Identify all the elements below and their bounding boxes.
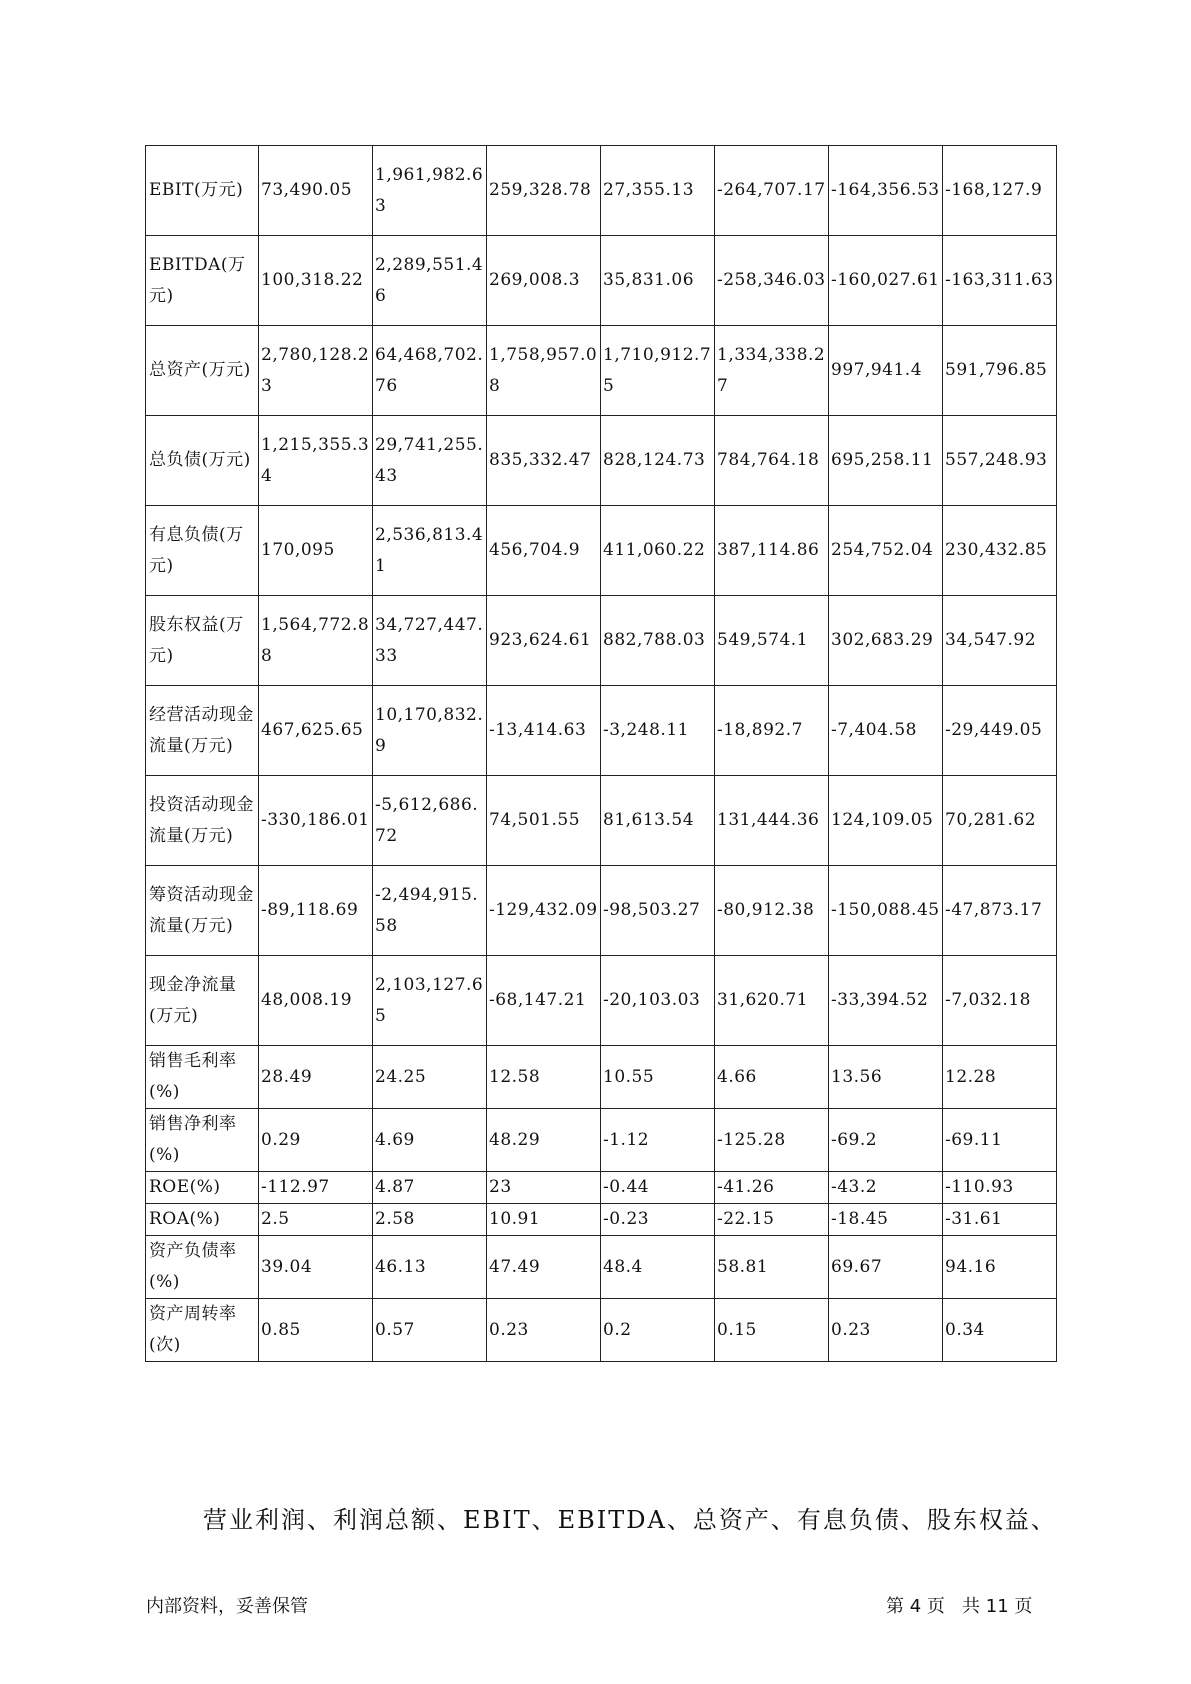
- table-cell: -89,118.69: [259, 866, 373, 956]
- row-label: 经营活动现金流量(万元): [146, 686, 259, 776]
- table-cell: 2,103,127.65: [373, 956, 487, 1046]
- table-cell: -69.11: [943, 1109, 1057, 1172]
- table-cell: 0.85: [259, 1299, 373, 1362]
- table-row: [146, 1046, 1057, 1109]
- table-body: [146, 146, 1057, 1362]
- table-cell: 47.49: [487, 1236, 601, 1299]
- table-cell: -31.61: [943, 1204, 1057, 1236]
- table-row: [146, 146, 1057, 236]
- table-cell: 828,124.73: [601, 416, 715, 506]
- table-cell: 100,318.22: [259, 236, 373, 326]
- table-cell: 35,831.06: [601, 236, 715, 326]
- footer-page-number: 第 4 页 共 11 页: [886, 1596, 1033, 1617]
- table-cell: 48.29: [487, 1109, 601, 1172]
- table-cell: -163,311.63: [943, 236, 1057, 326]
- table-row: [146, 1172, 1057, 1204]
- table-cell: 387,114.86: [715, 506, 829, 596]
- table-cell: -69.2: [829, 1109, 943, 1172]
- row-label: 现金净流量(万元): [146, 956, 259, 1046]
- row-label: EBIT(万元): [146, 146, 259, 236]
- table-cell: 467,625.65: [259, 686, 373, 776]
- table-cell: 4.87: [373, 1172, 487, 1204]
- table-row: [146, 326, 1057, 416]
- table-cell: 0.15: [715, 1299, 829, 1362]
- table-cell: 34,727,447.33: [373, 596, 487, 686]
- table-cell: 73,490.05: [259, 146, 373, 236]
- table-cell: 1,215,355.34: [259, 416, 373, 506]
- table-cell: -110.93: [943, 1172, 1057, 1204]
- table-cell: 1,710,912.75: [601, 326, 715, 416]
- table-cell: 2,780,128.23: [259, 326, 373, 416]
- table-cell: -129,432.09: [487, 866, 601, 956]
- row-label: ROA(%): [146, 1204, 259, 1236]
- table-cell: 269,008.3: [487, 236, 601, 326]
- table-cell: -150,088.45: [829, 866, 943, 956]
- table-cell: 784,764.18: [715, 416, 829, 506]
- table-cell: -330,186.01: [259, 776, 373, 866]
- table-cell: 27,355.13: [601, 146, 715, 236]
- table-cell: 28.49: [259, 1046, 373, 1109]
- table-cell: 48.4: [601, 1236, 715, 1299]
- table-cell: 0.23: [487, 1299, 601, 1362]
- table-cell: 2,536,813.41: [373, 506, 487, 596]
- table-cell: 0.23: [829, 1299, 943, 1362]
- row-label: 投资活动现金流量(万元): [146, 776, 259, 866]
- table-cell: -68,147.21: [487, 956, 601, 1046]
- table-cell: 29,741,255.43: [373, 416, 487, 506]
- table-cell: 302,683.29: [829, 596, 943, 686]
- table-cell: 997,941.4: [829, 326, 943, 416]
- table-cell: 10,170,832.9: [373, 686, 487, 776]
- table-cell: -22.15: [715, 1204, 829, 1236]
- table-row: [146, 1204, 1057, 1236]
- table-cell: -258,346.03: [715, 236, 829, 326]
- table-cell: -160,027.61: [829, 236, 943, 326]
- table-cell: 0.34: [943, 1299, 1057, 1362]
- table-cell: -20,103.03: [601, 956, 715, 1046]
- table-cell: -7,032.18: [943, 956, 1057, 1046]
- table-cell: 2,289,551.46: [373, 236, 487, 326]
- row-label: ROE(%): [146, 1172, 259, 1204]
- table-cell: 882,788.03: [601, 596, 715, 686]
- table-cell: -264,707.17: [715, 146, 829, 236]
- table-cell: 23: [487, 1172, 601, 1204]
- table-row: [146, 506, 1057, 596]
- table-cell: -5,612,686.72: [373, 776, 487, 866]
- table-cell: -33,394.52: [829, 956, 943, 1046]
- table-cell: -0.23: [601, 1204, 715, 1236]
- table-row: [146, 596, 1057, 686]
- table-cell: 835,332.47: [487, 416, 601, 506]
- table-cell: 0.2: [601, 1299, 715, 1362]
- footer-confidential-note: 内部资料，妥善保管: [146, 1596, 308, 1617]
- table-cell: 70,281.62: [943, 776, 1057, 866]
- table-cell: 81,613.54: [601, 776, 715, 866]
- table-cell: 591,796.85: [943, 326, 1057, 416]
- table-cell: 1,334,338.27: [715, 326, 829, 416]
- body-paragraph: 营业利润、利润总额、EBIT、EBITDA、总资产、有息负债、股东权益、: [203, 1506, 1057, 1534]
- table-row: [146, 776, 1057, 866]
- table-cell: -98,503.27: [601, 866, 715, 956]
- table-row: [146, 866, 1057, 956]
- table-cell: 4.66: [715, 1046, 829, 1109]
- table-cell: -80,912.38: [715, 866, 829, 956]
- table-cell: 34,547.92: [943, 596, 1057, 686]
- table-row: [146, 1109, 1057, 1172]
- row-label: 销售毛利率(%): [146, 1046, 259, 1109]
- table-cell: 46.13: [373, 1236, 487, 1299]
- table-cell: -43.2: [829, 1172, 943, 1204]
- table-cell: 1,961,982.63: [373, 146, 487, 236]
- row-label: 资产负债率(%): [146, 1236, 259, 1299]
- table-cell: -125.28: [715, 1109, 829, 1172]
- table-cell: 124,109.05: [829, 776, 943, 866]
- table-cell: 12.58: [487, 1046, 601, 1109]
- table-cell: 230,432.85: [943, 506, 1057, 596]
- table-cell: -13,414.63: [487, 686, 601, 776]
- table-cell: 39.04: [259, 1236, 373, 1299]
- table-cell: 0.29: [259, 1109, 373, 1172]
- table-cell: 923,624.61: [487, 596, 601, 686]
- financial-data-table: [145, 145, 1057, 1362]
- table-cell: 2.5: [259, 1204, 373, 1236]
- table-cell: 170,095: [259, 506, 373, 596]
- row-label: 总负债(万元): [146, 416, 259, 506]
- row-label: 筹资活动现金流量(万元): [146, 866, 259, 956]
- table-cell: 1,564,772.88: [259, 596, 373, 686]
- table-cell: 13.56: [829, 1046, 943, 1109]
- table-cell: 10.91: [487, 1204, 601, 1236]
- table-cell: 2.58: [373, 1204, 487, 1236]
- table-cell: -3,248.11: [601, 686, 715, 776]
- table-cell: -47,873.17: [943, 866, 1057, 956]
- table-cell: 64,468,702.76: [373, 326, 487, 416]
- table-cell: 259,328.78: [487, 146, 601, 236]
- table-cell: -168,127.9: [943, 146, 1057, 236]
- table-cell: 24.25: [373, 1046, 487, 1109]
- table-cell: 12.28: [943, 1046, 1057, 1109]
- table-cell: -18.45: [829, 1204, 943, 1236]
- table-cell: -29,449.05: [943, 686, 1057, 776]
- row-label: 股东权益(万元): [146, 596, 259, 686]
- table-cell: -1.12: [601, 1109, 715, 1172]
- table-cell: 74,501.55: [487, 776, 601, 866]
- table-cell: -112.97: [259, 1172, 373, 1204]
- row-label: 资产周转率(次): [146, 1299, 259, 1362]
- table-cell: 695,258.11: [829, 416, 943, 506]
- table-row: [146, 1299, 1057, 1362]
- table-cell: 1,758,957.08: [487, 326, 601, 416]
- table-row: [146, 416, 1057, 506]
- table-row: [146, 1236, 1057, 1299]
- table-row: [146, 236, 1057, 326]
- table-cell: 557,248.93: [943, 416, 1057, 506]
- table-cell: 31,620.71: [715, 956, 829, 1046]
- table-cell: -0.44: [601, 1172, 715, 1204]
- table-row: [146, 686, 1057, 776]
- row-label: 销售净利率(%): [146, 1109, 259, 1172]
- table-cell: 549,574.1: [715, 596, 829, 686]
- row-label: 有息负债(万元): [146, 506, 259, 596]
- table-row: [146, 956, 1057, 1046]
- table-cell: 58.81: [715, 1236, 829, 1299]
- table-cell: 131,444.36: [715, 776, 829, 866]
- table-cell: -18,892.7: [715, 686, 829, 776]
- table-cell: -41.26: [715, 1172, 829, 1204]
- table-cell: 456,704.9: [487, 506, 601, 596]
- table-cell: 94.16: [943, 1236, 1057, 1299]
- row-label: EBITDA(万元): [146, 236, 259, 326]
- table-cell: 0.57: [373, 1299, 487, 1362]
- table-cell: -164,356.53: [829, 146, 943, 236]
- table-cell: 48,008.19: [259, 956, 373, 1046]
- table-cell: 411,060.22: [601, 506, 715, 596]
- table-cell: -2,494,915.58: [373, 866, 487, 956]
- table-cell: -7,404.58: [829, 686, 943, 776]
- table-cell: 254,752.04: [829, 506, 943, 596]
- table-cell: 4.69: [373, 1109, 487, 1172]
- table-cell: 10.55: [601, 1046, 715, 1109]
- row-label: 总资产(万元): [146, 326, 259, 416]
- table-cell: 69.67: [829, 1236, 943, 1299]
